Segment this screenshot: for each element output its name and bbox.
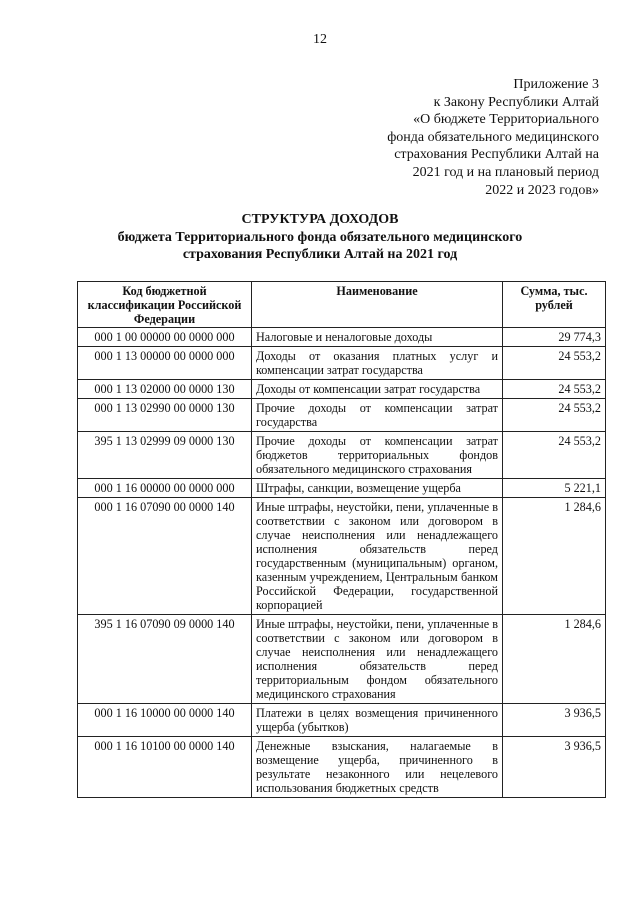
cell-name: Штрафы, санкции, возмещение ущерба — [252, 479, 503, 498]
cell-name: Иные штрафы, неустойки, пени, уплаченные в соответствии с законом или договором в случае неисполнения или ненадлежащего исполнения обязательств перед территориальным фондом обязательного медицинского страхования — [252, 615, 503, 704]
document-title — [0, 211, 640, 264]
title-line-2: бюджета Территориального фонда обязательного медицинского — [117, 229, 523, 245]
table-row — [78, 704, 606, 737]
cell-code: 000 1 16 07090 00 0000 140 — [78, 498, 252, 615]
cell-code: 000 1 00 00000 00 0000 000 — [78, 328, 252, 347]
cell-name: Налоговые и неналоговые доходы — [252, 328, 503, 347]
table-row — [78, 347, 606, 380]
cell-code: 000 1 16 10000 00 0000 140 — [78, 704, 252, 737]
cell-amount: 1 284,6 — [503, 615, 606, 704]
cell-amount: 3 936,5 — [503, 737, 606, 798]
cell-amount: 24 553,2 — [503, 399, 606, 432]
table-row — [78, 479, 606, 498]
cell-amount: 29 774,3 — [503, 328, 606, 347]
cell-name: Иные штрафы, неустойки, пени, уплаченные в соответствии с законом или договором в случае неисполнения или ненадлежащего исполнения обязательств перед государственным (муниципальным) органом, казенным учреждением, Центральным банком Российской Федерации, государственной корпорацией — [252, 498, 503, 615]
header-name: Наименование — [252, 282, 503, 328]
title-line-3: страхования Республики Алтай на 2021 год — [182, 247, 458, 262]
table-header-row — [78, 282, 606, 328]
cell-code: 000 1 16 10100 00 0000 140 — [78, 737, 252, 798]
table-row — [78, 498, 606, 615]
cell-code: 000 1 13 02000 00 0000 130 — [78, 380, 252, 399]
appendix-line: Приложение 3 — [513, 77, 599, 92]
appendix-line: страхования Республики Алтай на — [394, 147, 599, 163]
appendix-line: 2021 год и на плановый период — [412, 164, 599, 180]
table-row — [78, 399, 606, 432]
header-code: Код бюджетной классификации Российской Федерации — [78, 282, 252, 328]
cell-name: Доходы от компенсации затрат государства — [252, 380, 503, 399]
appendix-note — [299, 76, 599, 199]
cell-code: 000 1 13 00000 00 0000 000 — [78, 347, 252, 380]
appendix-line: 2022 и 2023 годов» — [485, 182, 599, 198]
cell-code: 395 1 16 07090 09 0000 140 — [78, 615, 252, 704]
cell-name: Платежи в целях возмещения причиненного ущерба (убытков) — [252, 704, 503, 737]
cell-name: Прочие доходы от компенсации затрат бюджетов территориальных фондов обязательного медицинского страхования — [252, 432, 503, 479]
appendix-line: к Закону Республики Алтай — [433, 94, 599, 110]
cell-code: 000 1 13 02990 00 0000 130 — [78, 399, 252, 432]
table-row — [78, 615, 606, 704]
cell-name: Доходы от оказания платных услуг и компенсации затрат государства — [252, 347, 503, 380]
header-amount: Сумма, тыс. рублей — [503, 282, 606, 328]
table-row — [78, 328, 606, 347]
cell-amount: 24 553,2 — [503, 432, 606, 479]
revenue-table — [77, 281, 606, 798]
cell-amount: 1 284,6 — [503, 498, 606, 615]
cell-name: Денежные взыскания, налагаемые в возмещение ущерба, причиненного в результате незаконного или нецелевого использования бюджетных средств — [252, 737, 503, 798]
cell-amount: 24 553,2 — [503, 347, 606, 380]
appendix-line: фонда обязательного медицинского — [387, 129, 599, 145]
cell-name: Прочие доходы от компенсации затрат государства — [252, 399, 503, 432]
table-row — [78, 380, 606, 399]
page-number: 12 — [313, 32, 327, 47]
table-row — [78, 432, 606, 479]
table-row — [78, 737, 606, 798]
cell-amount: 5 221,1 — [503, 479, 606, 498]
appendix-line: «О бюджете Территориального — [413, 112, 599, 128]
title-line-1: СТРУКТУРА ДОХОДОВ — [241, 212, 399, 227]
cell-code: 000 1 16 00000 00 0000 000 — [78, 479, 252, 498]
cell-code: 395 1 13 02999 09 0000 130 — [78, 432, 252, 479]
cell-amount: 3 936,5 — [503, 704, 606, 737]
cell-amount: 24 553,2 — [503, 380, 606, 399]
